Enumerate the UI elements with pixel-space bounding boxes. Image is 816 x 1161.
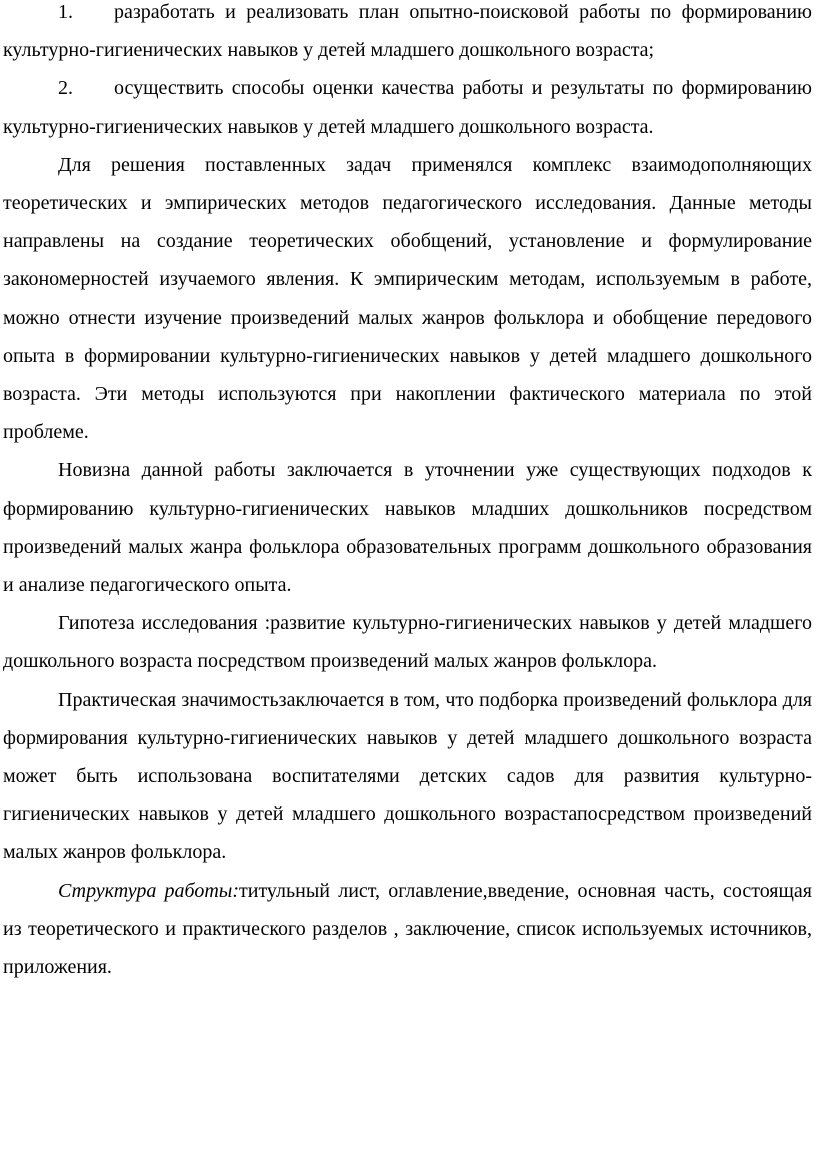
structure-text: титульный лист, оглавление,введение, основная часть, состоящая из теоретического и практического разделов , заключение, список используемых источников, приложения. [3,879,812,979]
hypothesis-paragraph: Гипотеза исследования :развитие культурно-гигиенических навыков у детей младшего дошкольного возраста посредством произведений малых жанров фольклора. [3,612,812,673]
list-text-1: разработать и реализовать план опытно-поисковой работы по формированию культурно-гигиенических навыков у детей младшего дошкольного возраста; [3,1,812,62]
significance-paragraph: Практическая значимостьзаключается в том, что подборка произведений фольклора для формирования культурно-гигиенических навыков у детей младшего дошкольного возраста может быть использована воспитателями детских садов для развития культурно-гигиенических навыков у детей младшего дошкольного возрастапосредством произведений малых жанров фольклора. [3,688,812,864]
list-number-2: 2. [58,77,73,100]
structure-paragraph [3,872,812,987]
list-text-2: осуществить способы оценки качества работы и результаты по формированию культурно-гигиенических навыков у детей младшего дошкольного возраста. [3,77,812,138]
list-number-1: 1. [58,1,73,23]
list-item-2 [3,69,812,145]
structure-lead: Структура работы: [58,879,239,902]
methods-paragraph: Для решения поставленных задач применялся комплекс взаимодополняющих теоретических и эмпирических методов педагогического исследования. Данные методы направлены на создание теоретических обобщений, установление и формулирование закономерностей изучаемого явления. К эмпирическим методам, используемым в работе, можно отнести изучение произведений малых жанров фольклора и обобщение передового опыта в формировании культурно-гигиенических навыков у детей младшего дошкольного возраста. Эти методы используются при накоплении фактического материала по этой проблеме. [3,153,812,444]
novelty-paragraph: Новизна данной работы заключается в уточнении уже существующих подходов к формированию культурно-гигиенических навыков младших дошкольников посредством произведений малых жанра фольклора образовательных программ дошкольного образования и анализе педагогического опыта. [3,459,812,597]
list-item-1 [3,0,812,69]
